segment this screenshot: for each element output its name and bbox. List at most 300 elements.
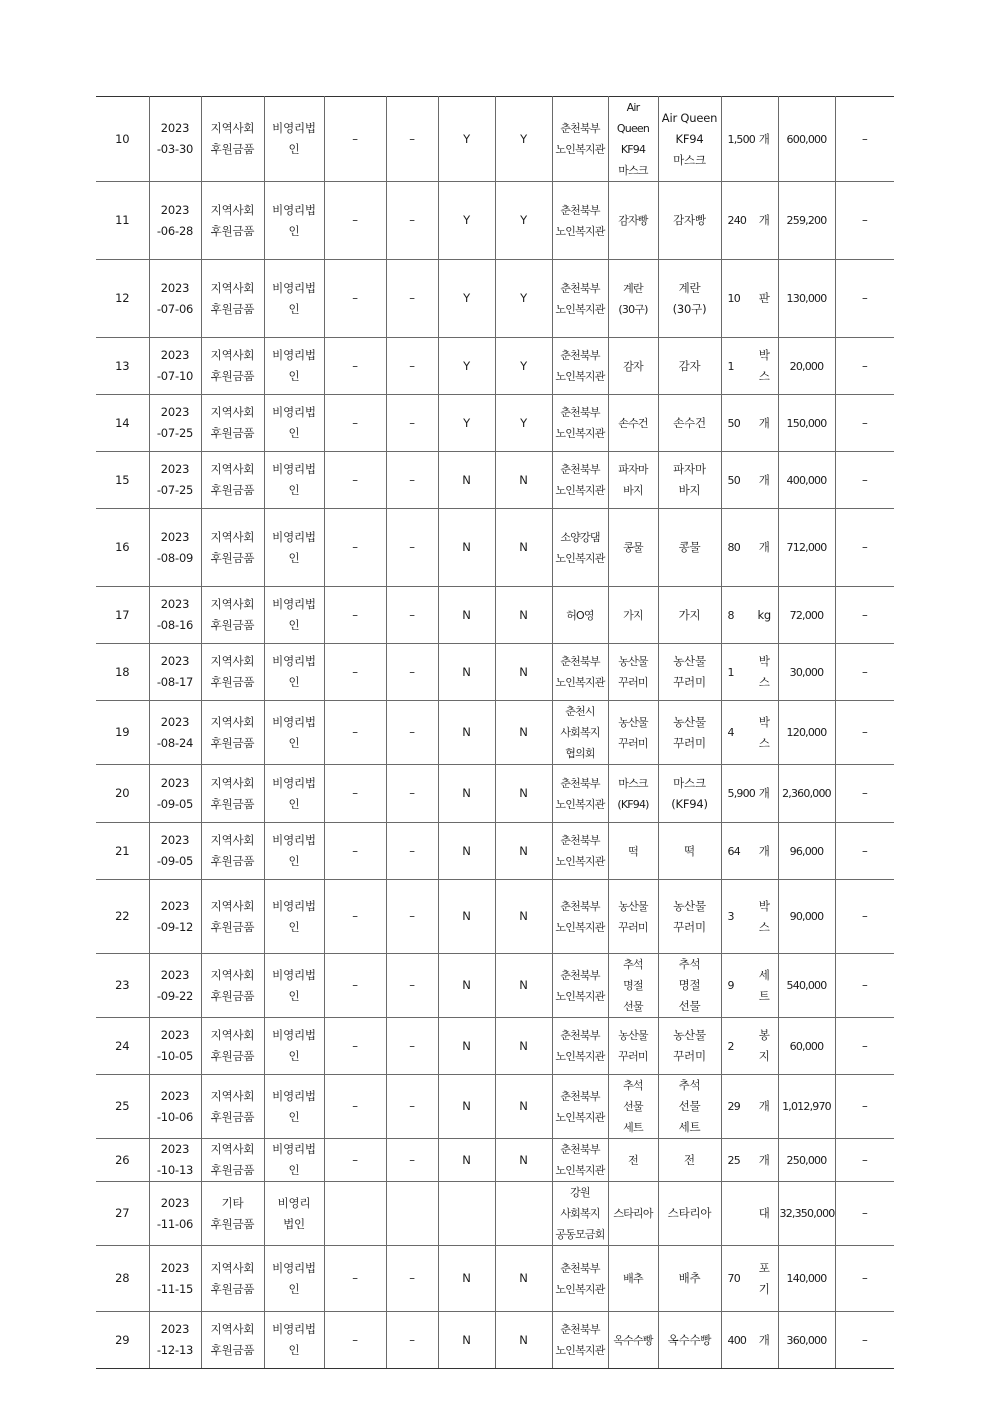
unit-cell: 봉 지 (751, 1018, 778, 1075)
amount-cell: 1,012,970 (778, 1075, 835, 1139)
column-7-flag-cell: N (438, 1312, 495, 1369)
donor-type-cell: 비영리법 인 (264, 823, 324, 880)
quantity-cell: 9 (721, 954, 751, 1018)
category-cell: 지역사회 후원금품 (201, 765, 264, 823)
unit-cell: 세 트 (751, 954, 778, 1018)
donor-type-cell: 비영리법 인 (264, 644, 324, 701)
column-8-flag-cell: N (495, 452, 552, 509)
donor-name-cell: 춘천북부 노인복지관 (552, 97, 608, 182)
column-7-flag-cell: N (438, 1075, 495, 1139)
column-8-flag-cell: N (495, 1018, 552, 1075)
unit-cell: 개 (751, 452, 778, 509)
column-5-cell: – (324, 1139, 386, 1182)
date-cell: 2023 -08-24 (149, 701, 201, 765)
donor-type-cell: 비영리법 인 (264, 880, 324, 954)
item-name-cell: 계란 (30구) (608, 260, 658, 338)
row-number-cell: 13 (96, 338, 149, 395)
column-6-cell: – (386, 880, 438, 954)
table-row (96, 338, 894, 395)
donor-name-cell: 춘천북부 노인복지관 (552, 1312, 608, 1369)
donor-type-cell: 비영리법 인 (264, 765, 324, 823)
item-name-cell: 농산물 꾸러미 (608, 880, 658, 954)
item-detail-cell: 계란 (30구) (658, 260, 721, 338)
table-row (96, 644, 894, 701)
table-row (96, 182, 894, 260)
ledger-body (96, 97, 894, 1369)
item-detail-cell: 떡 (658, 823, 721, 880)
item-detail-cell: 감자 (658, 338, 721, 395)
item-name-cell: 콩물 (608, 509, 658, 587)
category-cell: 지역사회 후원금품 (201, 1246, 264, 1312)
unit-cell: 개 (751, 1075, 778, 1139)
donor-name-cell: 춘천북부 노인복지관 (552, 644, 608, 701)
donor-name-cell: 춘천북부 노인복지관 (552, 338, 608, 395)
column-6-cell: – (386, 765, 438, 823)
column-6-cell: – (386, 644, 438, 701)
item-name-cell: 추석 선물 세트 (608, 1075, 658, 1139)
quantity-cell: 64 (721, 823, 751, 880)
item-name-cell: 떡 (608, 823, 658, 880)
column-7-flag-cell: Y (438, 260, 495, 338)
amount-cell: 600,000 (778, 97, 835, 182)
unit-cell: 개 (751, 765, 778, 823)
category-cell: 지역사회 후원금품 (201, 1312, 264, 1369)
column-8-flag-cell: N (495, 1139, 552, 1182)
quantity-cell: 50 (721, 395, 751, 452)
table-row (96, 765, 894, 823)
item-name-cell: 옥수수빵 (608, 1312, 658, 1369)
note-cell: – (835, 644, 894, 701)
category-cell: 지역사회 후원금품 (201, 509, 264, 587)
column-8-flag-cell: N (495, 954, 552, 1018)
column-5-cell: – (324, 644, 386, 701)
column-5-cell: – (324, 509, 386, 587)
item-detail-cell: 농산물 꾸러미 (658, 644, 721, 701)
unit-cell: 박 스 (751, 338, 778, 395)
item-detail-cell: Air Queen KF94 마스크 (658, 97, 721, 182)
date-cell: 2023 -06-28 (149, 182, 201, 260)
donor-type-cell: 비영리법 인 (264, 338, 324, 395)
column-7-flag-cell: Y (438, 338, 495, 395)
column-6-cell: – (386, 1139, 438, 1182)
quantity-cell (721, 1182, 751, 1246)
date-cell: 2023 -08-17 (149, 644, 201, 701)
column-8-flag-cell: N (495, 587, 552, 644)
date-cell: 2023 -09-12 (149, 880, 201, 954)
column-8-flag-cell: N (495, 1075, 552, 1139)
amount-cell: 90,000 (778, 880, 835, 954)
table-row (96, 1312, 894, 1369)
unit-cell: 개 (751, 1312, 778, 1369)
quantity-cell: 4 (721, 701, 751, 765)
note-cell: – (835, 338, 894, 395)
amount-cell: 140,000 (778, 1246, 835, 1312)
amount-cell: 32,350,000 (778, 1182, 835, 1246)
date-cell: 2023 -07-06 (149, 260, 201, 338)
column-5-cell: – (324, 1018, 386, 1075)
item-detail-cell: 농산물 꾸러미 (658, 701, 721, 765)
column-6-cell: – (386, 823, 438, 880)
column-8-flag-cell: Y (495, 182, 552, 260)
quantity-cell: 29 (721, 1075, 751, 1139)
column-5-cell: – (324, 182, 386, 260)
donor-name-cell: 춘천북부 노인복지관 (552, 823, 608, 880)
donor-type-cell: 비영리법 인 (264, 260, 324, 338)
item-detail-cell: 농산물 꾸러미 (658, 1018, 721, 1075)
donor-name-cell: 춘천북부 노인복지관 (552, 880, 608, 954)
column-5-cell (324, 1182, 386, 1246)
donor-type-cell: 비영리법 인 (264, 701, 324, 765)
table-row (96, 509, 894, 587)
column-7-flag-cell: N (438, 701, 495, 765)
date-cell: 2023 -07-10 (149, 338, 201, 395)
column-7-flag-cell: N (438, 587, 495, 644)
unit-cell: kg (751, 587, 778, 644)
column-7-flag-cell: N (438, 954, 495, 1018)
quantity-cell: 3 (721, 880, 751, 954)
donor-name-cell: 춘천북부 노인복지관 (552, 1018, 608, 1075)
amount-cell: 60,000 (778, 1018, 835, 1075)
table-row (96, 1075, 894, 1139)
donor-name-cell: 춘천북부 노인복지관 (552, 765, 608, 823)
donor-name-cell: 강원 사회복지 공동모금회 (552, 1182, 608, 1246)
column-5-cell: – (324, 1246, 386, 1312)
donor-type-cell: 비영리법 인 (264, 395, 324, 452)
category-cell: 지역사회 후원금품 (201, 880, 264, 954)
row-number-cell: 26 (96, 1139, 149, 1182)
row-number-cell: 18 (96, 644, 149, 701)
item-name-cell: 가지 (608, 587, 658, 644)
donor-type-cell: 비영리법 인 (264, 1312, 324, 1369)
note-cell: – (835, 1182, 894, 1246)
item-detail-cell: 손수건 (658, 395, 721, 452)
amount-cell: 120,000 (778, 701, 835, 765)
date-cell: 2023 -03-30 (149, 97, 201, 182)
column-7-flag-cell: Y (438, 182, 495, 260)
amount-cell: 150,000 (778, 395, 835, 452)
column-8-flag-cell: Y (495, 338, 552, 395)
column-6-cell: – (386, 97, 438, 182)
column-6-cell: – (386, 587, 438, 644)
item-detail-cell: 추석 명절 선물 (658, 954, 721, 1018)
note-cell: – (835, 395, 894, 452)
column-5-cell: – (324, 880, 386, 954)
table-row (96, 1182, 894, 1246)
column-7-flag-cell (438, 1182, 495, 1246)
column-7-flag-cell: N (438, 1018, 495, 1075)
column-8-flag-cell: Y (495, 97, 552, 182)
row-number-cell: 21 (96, 823, 149, 880)
date-cell: 2023 -12-13 (149, 1312, 201, 1369)
note-cell: – (835, 880, 894, 954)
donation-ledger-table (96, 96, 894, 1369)
item-detail-cell: 콩물 (658, 509, 721, 587)
row-number-cell: 27 (96, 1182, 149, 1246)
note-cell: – (835, 823, 894, 880)
item-detail-cell: 감자빵 (658, 182, 721, 260)
column-8-flag-cell: N (495, 765, 552, 823)
row-number-cell: 17 (96, 587, 149, 644)
item-detail-cell: 추석 선물 세트 (658, 1075, 721, 1139)
donor-name-cell: 춘천북부 노인복지관 (552, 452, 608, 509)
donor-type-cell: 비영리법 인 (264, 587, 324, 644)
column-6-cell: – (386, 701, 438, 765)
column-5-cell: – (324, 587, 386, 644)
row-number-cell: 29 (96, 1312, 149, 1369)
column-6-cell: – (386, 260, 438, 338)
quantity-cell: 5,900 (721, 765, 751, 823)
table-row (96, 1018, 894, 1075)
donor-type-cell: 비영리법 인 (264, 509, 324, 587)
category-cell: 지역사회 후원금품 (201, 338, 264, 395)
column-8-flag-cell: Y (495, 395, 552, 452)
category-cell: 지역사회 후원금품 (201, 1018, 264, 1075)
column-8-flag-cell: N (495, 701, 552, 765)
column-5-cell: – (324, 701, 386, 765)
column-7-flag-cell: Y (438, 395, 495, 452)
row-number-cell: 22 (96, 880, 149, 954)
column-5-cell: – (324, 97, 386, 182)
unit-cell: 박 스 (751, 701, 778, 765)
date-cell: 2023 -10-13 (149, 1139, 201, 1182)
note-cell: – (835, 701, 894, 765)
category-cell: 지역사회 후원금품 (201, 97, 264, 182)
donor-type-cell: 비영리법 인 (264, 1246, 324, 1312)
donor-name-cell: 춘천북부 노인복지관 (552, 1139, 608, 1182)
amount-cell: 2,360,000 (778, 765, 835, 823)
row-number-cell: 28 (96, 1246, 149, 1312)
date-cell: 2023 -09-22 (149, 954, 201, 1018)
column-6-cell: – (386, 395, 438, 452)
item-detail-cell: 가지 (658, 587, 721, 644)
column-5-cell: – (324, 260, 386, 338)
donor-type-cell: 비영리법 인 (264, 1075, 324, 1139)
row-number-cell: 11 (96, 182, 149, 260)
item-name-cell: 배추 (608, 1246, 658, 1312)
column-5-cell: – (324, 954, 386, 1018)
item-detail-cell: 농산물 꾸러미 (658, 880, 721, 954)
donor-name-cell: 춘천북부 노인복지관 (552, 260, 608, 338)
donor-type-cell: 비영리법 인 (264, 452, 324, 509)
donor-name-cell: 춘천북부 노인복지관 (552, 954, 608, 1018)
item-name-cell: 농산물 꾸러미 (608, 644, 658, 701)
category-cell: 지역사회 후원금품 (201, 260, 264, 338)
table-row (96, 395, 894, 452)
quantity-cell: 50 (721, 452, 751, 509)
table-row (96, 1246, 894, 1312)
note-cell: – (835, 1312, 894, 1369)
category-cell: 지역사회 후원금품 (201, 701, 264, 765)
row-number-cell: 10 (96, 97, 149, 182)
unit-cell: 개 (751, 509, 778, 587)
note-cell: – (835, 1075, 894, 1139)
date-cell: 2023 -08-16 (149, 587, 201, 644)
table-row (96, 587, 894, 644)
amount-cell: 72,000 (778, 587, 835, 644)
unit-cell: 포 기 (751, 1246, 778, 1312)
column-7-flag-cell: N (438, 1246, 495, 1312)
column-5-cell: – (324, 452, 386, 509)
note-cell: – (835, 452, 894, 509)
table-row (96, 452, 894, 509)
column-5-cell: – (324, 1312, 386, 1369)
category-cell: 지역사회 후원금품 (201, 1075, 264, 1139)
unit-cell: 개 (751, 97, 778, 182)
column-6-cell: – (386, 509, 438, 587)
row-number-cell: 15 (96, 452, 149, 509)
donor-type-cell: 비영리 법인 (264, 1182, 324, 1246)
quantity-cell: 25 (721, 1139, 751, 1182)
date-cell: 2023 -10-06 (149, 1075, 201, 1139)
amount-cell: 250,000 (778, 1139, 835, 1182)
donor-name-cell: 춘천북부 노인복지관 (552, 1246, 608, 1312)
column-6-cell: – (386, 338, 438, 395)
column-7-flag-cell: N (438, 765, 495, 823)
item-detail-cell: 스타리아 (658, 1182, 721, 1246)
quantity-cell: 2 (721, 1018, 751, 1075)
quantity-cell: 1 (721, 338, 751, 395)
item-name-cell: 전 (608, 1139, 658, 1182)
column-7-flag-cell: N (438, 509, 495, 587)
note-cell: – (835, 97, 894, 182)
column-7-flag-cell: N (438, 452, 495, 509)
item-detail-cell: 파자마 바지 (658, 452, 721, 509)
category-cell: 지역사회 후원금품 (201, 823, 264, 880)
date-cell: 2023 -11-06 (149, 1182, 201, 1246)
date-cell: 2023 -07-25 (149, 452, 201, 509)
amount-cell: 30,000 (778, 644, 835, 701)
donor-type-cell: 비영리법 인 (264, 1018, 324, 1075)
table-row (96, 880, 894, 954)
column-8-flag-cell: N (495, 1246, 552, 1312)
item-name-cell: 농산물 꾸러미 (608, 701, 658, 765)
donor-type-cell: 비영리법 인 (264, 1139, 324, 1182)
donor-name-cell: 춘천북부 노인복지관 (552, 182, 608, 260)
table-row (96, 823, 894, 880)
quantity-cell: 400 (721, 1312, 751, 1369)
amount-cell: 130,000 (778, 260, 835, 338)
amount-cell: 96,000 (778, 823, 835, 880)
donor-type-cell: 비영리법 인 (264, 97, 324, 182)
unit-cell: 박 스 (751, 644, 778, 701)
column-8-flag-cell: N (495, 880, 552, 954)
date-cell: 2023 -09-05 (149, 765, 201, 823)
column-5-cell: – (324, 1075, 386, 1139)
row-number-cell: 24 (96, 1018, 149, 1075)
item-name-cell: 스타리아 (608, 1182, 658, 1246)
table-row (96, 97, 894, 182)
column-5-cell: – (324, 823, 386, 880)
date-cell: 2023 -11-15 (149, 1246, 201, 1312)
item-detail-cell: 전 (658, 1139, 721, 1182)
item-name-cell: Air Queen KF94 마스크 (608, 97, 658, 182)
amount-cell: 540,000 (778, 954, 835, 1018)
unit-cell: 개 (751, 395, 778, 452)
quantity-cell: 70 (721, 1246, 751, 1312)
date-cell: 2023 -07-25 (149, 395, 201, 452)
unit-cell: 개 (751, 1139, 778, 1182)
donor-name-cell: 춘천북부 노인복지관 (552, 395, 608, 452)
quantity-cell: 8 (721, 587, 751, 644)
category-cell: 지역사회 후원금품 (201, 954, 264, 1018)
category-cell: 지역사회 후원금품 (201, 395, 264, 452)
quantity-cell: 10 (721, 260, 751, 338)
date-cell: 2023 -09-05 (149, 823, 201, 880)
column-6-cell: – (386, 1312, 438, 1369)
column-6-cell: – (386, 452, 438, 509)
unit-cell: 개 (751, 182, 778, 260)
category-cell: 지역사회 후원금품 (201, 587, 264, 644)
column-5-cell: – (324, 395, 386, 452)
note-cell: – (835, 765, 894, 823)
quantity-cell: 1,500 (721, 97, 751, 182)
note-cell: – (835, 587, 894, 644)
donor-name-cell: 춘천시 사회복지 협의회 (552, 701, 608, 765)
note-cell: – (835, 954, 894, 1018)
column-5-cell: – (324, 765, 386, 823)
note-cell: – (835, 1246, 894, 1312)
note-cell: – (835, 182, 894, 260)
donor-name-cell: 허O영 (552, 587, 608, 644)
note-cell: – (835, 260, 894, 338)
quantity-cell: 1 (721, 644, 751, 701)
note-cell: – (835, 1139, 894, 1182)
amount-cell: 400,000 (778, 452, 835, 509)
category-cell: 지역사회 후원금품 (201, 644, 264, 701)
column-7-flag-cell: N (438, 880, 495, 954)
column-8-flag-cell (495, 1182, 552, 1246)
category-cell: 기타 후원금품 (201, 1182, 264, 1246)
amount-cell: 712,000 (778, 509, 835, 587)
row-number-cell: 12 (96, 260, 149, 338)
amount-cell: 259,200 (778, 182, 835, 260)
unit-cell: 개 (751, 823, 778, 880)
quantity-cell: 80 (721, 509, 751, 587)
column-6-cell: – (386, 182, 438, 260)
quantity-cell: 240 (721, 182, 751, 260)
row-number-cell: 14 (96, 395, 149, 452)
column-7-flag-cell: N (438, 644, 495, 701)
table-row (96, 701, 894, 765)
category-cell: 지역사회 후원금품 (201, 182, 264, 260)
item-detail-cell: 마스크 (KF94) (658, 765, 721, 823)
item-name-cell: 추석 명절 선물 (608, 954, 658, 1018)
row-number-cell: 19 (96, 701, 149, 765)
column-8-flag-cell: N (495, 1312, 552, 1369)
column-7-flag-cell: N (438, 823, 495, 880)
column-6-cell: – (386, 1246, 438, 1312)
item-detail-cell: 옥수수빵 (658, 1312, 721, 1369)
date-cell: 2023 -08-09 (149, 509, 201, 587)
category-cell: 지역사회 후원금품 (201, 452, 264, 509)
item-name-cell: 손수건 (608, 395, 658, 452)
column-6-cell: – (386, 1075, 438, 1139)
column-6-cell: – (386, 954, 438, 1018)
column-6-cell: – (386, 1018, 438, 1075)
row-number-cell: 20 (96, 765, 149, 823)
donor-name-cell: 소양강댐 노인복지관 (552, 509, 608, 587)
column-5-cell: – (324, 338, 386, 395)
column-8-flag-cell: N (495, 509, 552, 587)
column-6-cell (386, 1182, 438, 1246)
table-row (96, 1139, 894, 1182)
column-7-flag-cell: N (438, 1139, 495, 1182)
donor-type-cell: 비영리법 인 (264, 954, 324, 1018)
category-cell: 지역사회 후원금품 (201, 1139, 264, 1182)
column-8-flag-cell: N (495, 823, 552, 880)
row-number-cell: 25 (96, 1075, 149, 1139)
row-number-cell: 23 (96, 954, 149, 1018)
